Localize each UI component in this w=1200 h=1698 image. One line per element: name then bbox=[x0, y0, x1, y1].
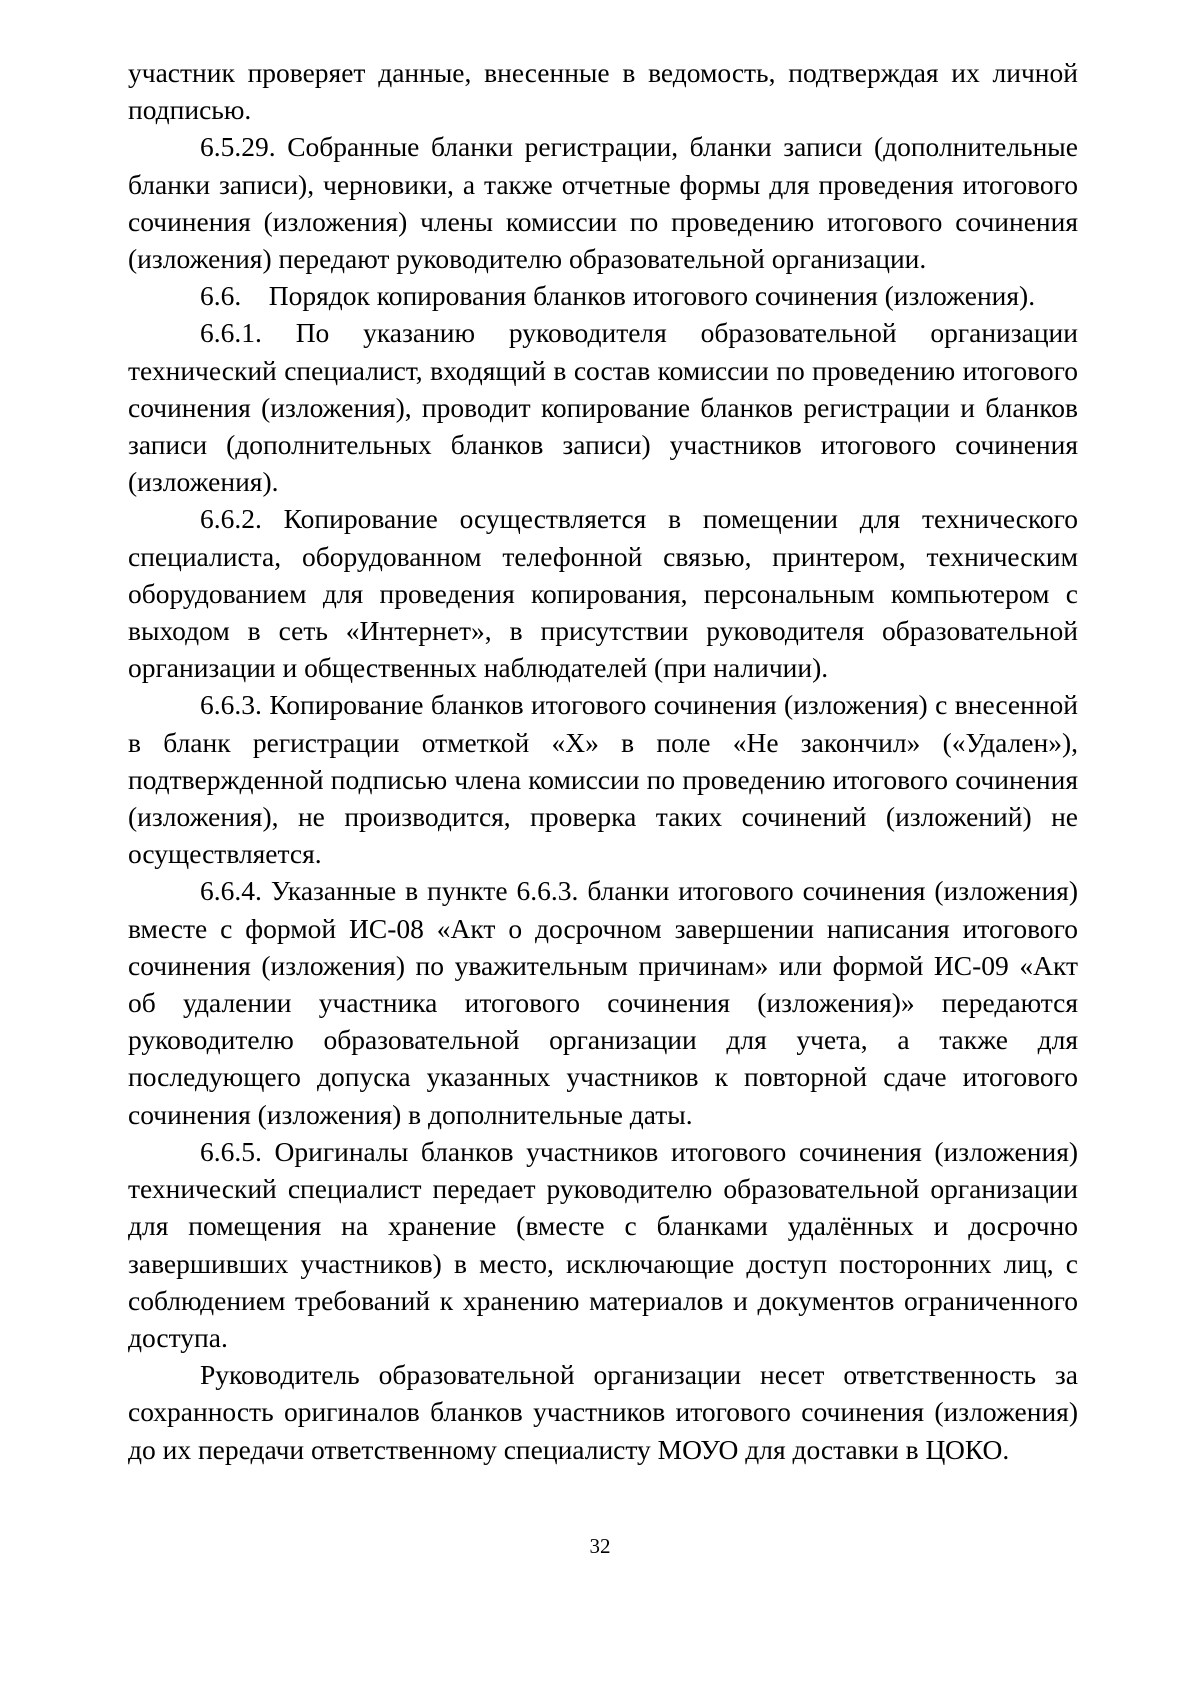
paragraph-6-6-4: 6.6.4. Указанные в пункте 6.6.3. бланки итогового сочинения (изложения) вместе с формой ИС-08 «Акт о досрочном завершении написания итогового сочинения (изложения) по уважительным причинам» или формой ИС-09 «Акт об удалении участника итогового сочинения (изложения)» передаются руководителю образовательной организации для учета, а также для последующего допуска указанных участников к повторной сдаче итогового сочинения (изложения) в дополнительные даты. bbox=[128, 875, 1078, 1130]
document-body bbox=[128, 54, 1078, 1468]
paragraph-6-6-3: 6.6.3. Копирование бланков итогового сочинения (изложения) с внесенной в бланк регистрации отметкой «X» в поле «Не закончил» («Удален»), подтвержденной подписью члена комиссии по проведению итогового сочинения (изложения), не производится, проверка таких сочинений (изложений) не осуществляется. bbox=[128, 689, 1078, 870]
paragraph-6-6-2: 6.6.2. Копирование осуществляется в помещении для технического специалиста, оборудованном телефонной связью, принтером, техническим оборудованием для проведения копирования, персональным компьютером с выходом в сеть «Интернет», в присутствии руководителя образовательной организации и общественных наблюдателей (при наличии). bbox=[128, 503, 1078, 684]
paragraph-responsibility: Руководитель образовательной организации несет ответственность за сохранность оригиналов бланков участников итогового сочинения (изложения) до их передачи ответственному специалисту МОУО для доставки в ЦОКО. bbox=[128, 1359, 1078, 1465]
paragraph-continuation: участник проверяет данные, внесенные в ведомость, подтверждая их личной подписью. bbox=[128, 57, 1078, 126]
section-heading-6-6: 6.6. Порядок копирования бланков итогового сочинения (изложения). bbox=[200, 280, 1036, 312]
paragraph-6-6-1: 6.6.1. По указанию руководителя образовательной организации технический специалист, входящий в состав комиссии по проведению итогового сочинения (изложения), проводит копирование бланков регистрации и бланков записи (дополнительных бланков записи) участников итогового сочинения (изложения). bbox=[128, 317, 1078, 498]
paragraph-6-6-5: 6.6.5. Оригиналы бланков участников итогового сочинения (изложения) технический специалист передает руководителю образовательной организации для помещения на хранение (вместе с бланками удалённых и досрочно завершивших участников) в место, исключающие доступ посторонних лиц, с соблюдением требований к хранению материалов и документов ограниченного доступа. bbox=[128, 1135, 1078, 1353]
page-number: 32 bbox=[589, 1534, 611, 1558]
paragraph-6-5-29: 6.5.29. Собранные бланки регистрации, бланки записи (дополнительные бланки записи), черновики, а также отчетные формы для проведения итогового сочинения (изложения) члены комиссии по проведению итогового сочинения (изложения) передают руководителю образовательной организации. bbox=[128, 131, 1078, 275]
